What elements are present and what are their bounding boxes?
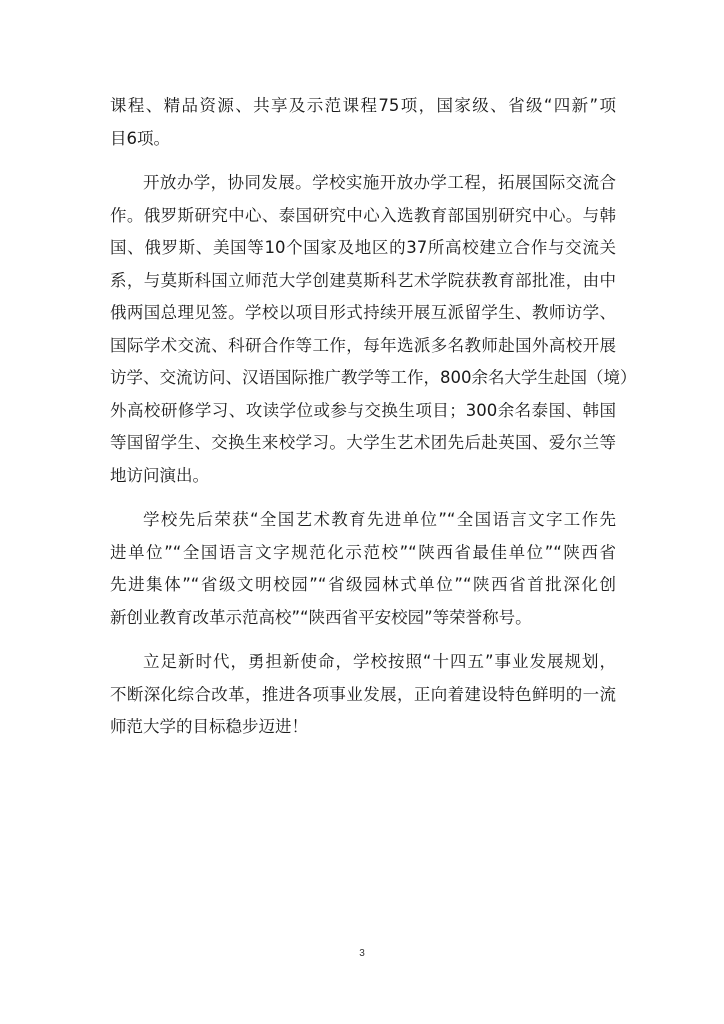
text-line: 俄两国总理见签。学校以项目形式持续开展互派留学生、教师访学、: [110, 303, 616, 322]
page-number: 3: [359, 948, 365, 959]
text-line: 国、俄罗斯、美国等10个国家及地区的37所高校建立合作与交流关: [110, 238, 616, 257]
text-line: 先进集体”“省级文明校园”“省级园林式单位”“陕西省首批深化创: [110, 575, 616, 594]
text-line: 目6项。: [110, 128, 170, 148]
text-line: 地访问演出。: [110, 465, 209, 485]
text-line: 开放办学，协同发展。学校实施开放办学工程，拓展国际交流合: [143, 173, 616, 192]
paragraph-open-education: [110, 167, 637, 492]
text-line: 进单位”“全国语言文字规范化示范校”“陕西省最佳单位”“陕西省: [110, 542, 616, 562]
text-line: 学校先后荣获“全国艺术教育先进单位”“全国语言文字工作先: [143, 510, 616, 529]
text-line: 师范大学的目标稳步迈进！: [110, 717, 308, 736]
paragraph-courses: [110, 90, 616, 155]
paragraph-new-era: [110, 646, 616, 744]
text-line: 访学、交流访问、汉语国际推广教学等工作，800余名大学生赴国（境）: [110, 368, 637, 387]
text-line: 立足新时代，勇担新使命，学校按照“十四五”事业发展规划，: [143, 652, 616, 671]
text-line: 课程、精品资源、共享及示范课程75项，国家级、省级“四新”项: [110, 96, 616, 115]
text-line: 不断深化综合改革，推进各项事业发展，正向着建设特色鲜明的一流: [110, 684, 616, 704]
text-line: 等国留学生、交换生来校学习。大学生艺术团先后赴英国、爱尔兰等: [110, 433, 616, 452]
text-line: 系，与莫斯科国立师范大学创建莫斯科艺术学院获教育部批准，由中: [110, 270, 616, 290]
text-line: 国际学术交流、科研合作等工作，每年选派多名教师赴国外高校开展: [110, 335, 616, 355]
text-line: 新创业教育改革示范高校”“陕西省平安校园”等荣誉称号。: [110, 607, 532, 627]
text-line: 作。俄罗斯研究中心、泰国研究中心入选教育部国别研究中心。与韩: [110, 205, 616, 225]
text-line: 外高校研修学习、攻读学位或参与交换生项目；300余名泰国、韩国: [110, 400, 616, 420]
paragraph-honors: [110, 504, 616, 634]
document-body: [110, 90, 637, 744]
